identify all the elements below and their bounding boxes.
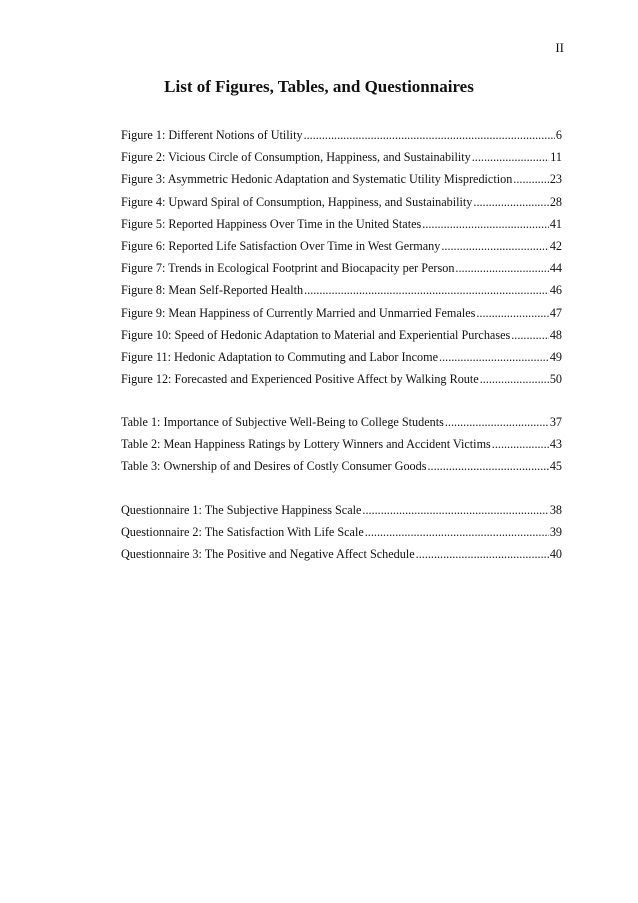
dot-leader	[362, 502, 548, 518]
dot-leader	[439, 349, 549, 365]
entry-page: 6	[555, 128, 562, 142]
entry-label: Figure 7: Trends in Ecological Footprint and Biocapacity per Person	[121, 261, 455, 276]
dot-leader	[455, 260, 548, 276]
entry-page: 40	[549, 547, 562, 562]
entry-page: 37	[549, 415, 562, 429]
entry-label: Questionnaire 2: The Satisfaction With Life Scale	[121, 525, 364, 540]
entry-page: 45	[549, 459, 562, 474]
entry-page: 11	[550, 150, 562, 165]
dot-leader	[473, 194, 548, 210]
dot-leader	[513, 171, 549, 187]
list-item[interactable]	[121, 349, 562, 365]
list-item[interactable]	[121, 436, 562, 452]
entry-page: 48	[549, 327, 562, 342]
entry-label: Figure 3: Asymmetric Hedonic Adaptation and Systematic Utility Misprediction	[121, 172, 513, 187]
entry-page: 28	[549, 194, 562, 209]
entry-page: 47	[549, 305, 562, 320]
list-item[interactable]	[121, 127, 562, 143]
entry-page: 50	[549, 372, 562, 387]
list-item[interactable]	[121, 524, 562, 540]
dot-leader	[472, 149, 550, 165]
entry-label: Table 1: Importance of Subjective Well-Being to College Students	[121, 415, 444, 429]
dot-leader	[304, 127, 555, 143]
dot-leader	[445, 414, 549, 430]
page-title: List of Figures, Tables, and Questionnaires	[164, 77, 474, 96]
list-item[interactable]	[121, 546, 562, 562]
entry-label: Figure 12: Forecasted and Experienced Positive Affect by Walking Route	[121, 372, 479, 387]
entry-page: 38	[549, 503, 562, 517]
list-item[interactable]	[121, 305, 562, 321]
dot-leader	[511, 327, 549, 343]
dot-leader	[365, 524, 549, 540]
list-item[interactable]	[121, 414, 562, 430]
entry-page: 46	[549, 283, 562, 298]
entry-label: Figure 8: Mean Self-Reported Health	[121, 283, 304, 298]
entry-label: Figure 11: Hedonic Adaptation to Commuting and Labor Income	[121, 349, 439, 364]
list-item[interactable]	[121, 238, 562, 254]
entry-label: Figure 6: Reported Life Satisfaction Over Time in West Germany	[121, 238, 441, 253]
dot-leader	[422, 216, 549, 232]
dot-leader	[476, 305, 548, 321]
list-item[interactable]	[121, 171, 562, 187]
list-item[interactable]	[121, 194, 562, 210]
entry-page: 42	[549, 238, 562, 253]
entry-label: Figure 4: Upward Spiral of Consumption, Happiness, and Sustainability	[121, 194, 473, 209]
list-item[interactable]	[121, 282, 562, 298]
list-item[interactable]	[121, 149, 562, 165]
entry-page: 23	[549, 172, 562, 187]
dot-leader	[480, 371, 549, 387]
tables-list	[121, 414, 562, 481]
dot-leader	[416, 546, 549, 562]
figures-list	[121, 127, 562, 393]
entry-label: Figure 2: Vicious Circle of Consumption, Happiness, and Sustainability	[121, 150, 471, 165]
entry-label: Figure 5: Reported Happiness Over Time in the United States	[121, 216, 422, 231]
list-item[interactable]	[121, 260, 562, 276]
entry-label: Figure 10: Speed of Hedonic Adaptation to Material and Experiential Purchases	[121, 327, 511, 342]
list-item[interactable]	[121, 502, 562, 518]
entry-page: 41	[549, 216, 562, 231]
list-item[interactable]	[121, 458, 562, 474]
questionnaires-list	[121, 502, 562, 569]
entry-label: Questionnaire 1: The Subjective Happiness Scale	[121, 503, 362, 517]
dot-leader	[492, 436, 549, 452]
dot-leader	[441, 238, 548, 254]
dot-leader	[427, 458, 548, 474]
list-item[interactable]	[121, 327, 562, 343]
entry-page: 49	[549, 349, 562, 364]
entry-label: Figure 9: Mean Happiness of Currently Married and Unmarried Females	[121, 305, 476, 320]
entry-page: 43	[549, 437, 562, 452]
list-item[interactable]	[121, 216, 562, 232]
entry-label: Figure 1: Different Notions of Utility	[121, 128, 303, 142]
dot-leader	[304, 282, 549, 298]
entry-page: 39	[549, 525, 562, 540]
entry-label: Table 2: Mean Happiness Ratings by Lottery Winners and Accident Victims	[121, 437, 491, 452]
entry-label: Questionnaire 3: The Positive and Negative Affect Schedule	[121, 547, 415, 562]
entry-page: 44	[549, 261, 562, 276]
page-number: II	[555, 40, 564, 55]
entry-label: Table 3: Ownership of and Desires of Costly Consumer Goods	[121, 459, 427, 474]
list-item[interactable]	[121, 371, 562, 387]
